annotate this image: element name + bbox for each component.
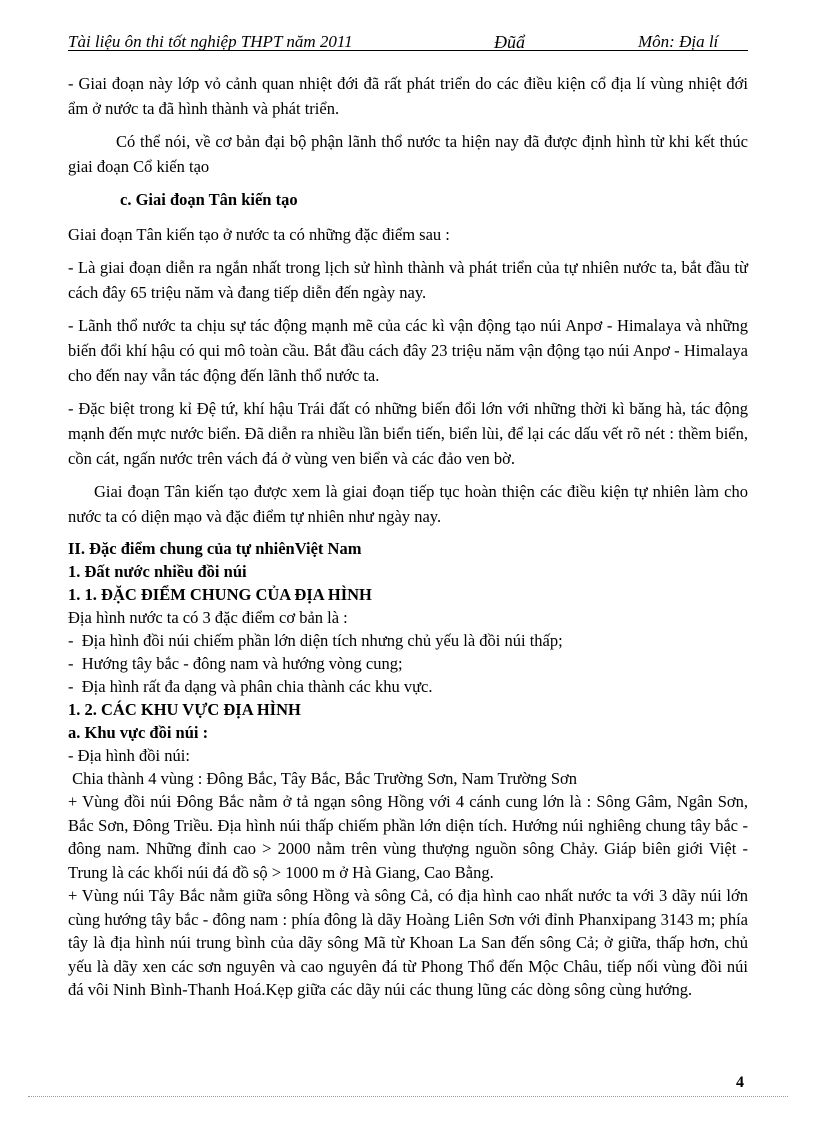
header-decorative-mark: Ðũẩ (494, 32, 525, 52)
section-heading: 1. Đất nước nhiều đồi núi (68, 562, 247, 581)
paragraph: + Vùng đồi núi Đông Bắc nằm ở tả ngạn sông Hồng với 4 cánh cung lớn là : Sông Gâm, Ngân Sơn, Bắc Sơn, Đông Triều. Địa hình núi thấp chiếm phần lớn diện tích. Hướng núi nghiêng chung tây bắc - đông nam. Những đỉnh cao > 2000 nằm trên vùng thượng nguồn sông Chảy. Giáp biên giới Việt - Trung là các khối núi đá đồ sộ > 1000 m ở Hà Giang, Cao Bằng. (68, 792, 748, 882)
header-rule (68, 50, 748, 51)
list-item: - Hướng tây bắc - đông nam và hướng vòng cung; (68, 654, 403, 673)
section-heading: II. Đặc điểm chung của tự nhiênViệt Nam (68, 539, 362, 558)
text-line: Chia thành 4 vùng : Đông Bắc, Tây Bắc, Bắc Trường Sơn, Nam Trường Sơn (68, 769, 577, 788)
paragraph: Có thể nói, về cơ bản đại bộ phận lãnh thổ nước ta hiện nay đã được định hình từ khi kết thúc giai đoạn Cổ kiến tạo (68, 132, 748, 176)
footer-rule (28, 1096, 788, 1097)
page-body (68, 71, 748, 1002)
paragraph: - Giai đoạn này lớp vỏ cảnh quan nhiệt đới đã rất phát triển do các điều kiện cổ địa lí vùng nhiệt đới ẩm ở nước ta đã hình thành và phát triển. (68, 74, 748, 118)
section-heading: 1. 1. ĐẶC ĐIỂM CHUNG CỦA ĐỊA HÌNH (68, 585, 372, 604)
list-item: - Địa hình đồi núi chiếm phần lớn diện tích nhưng chủ yếu là đồi núi thấp; (68, 631, 563, 650)
paragraph: Giai đoạn Tân kiến tạo được xem là giai đoạn tiếp tục hoàn thiện các điều kiện tự nhiên làm cho nước ta có diện mạo và đặc điểm tự nhiên như ngày nay. (68, 482, 748, 526)
page-header (68, 30, 748, 52)
subsection-heading: c. Giai đoạn Tân kiến tạo (120, 190, 298, 209)
paragraph: - Đặc biệt trong kỉ Đệ tứ, khí hậu Trái đất có những biến đổi lớn với những thời kì băng hà, tác động mạnh đến mực nước biển. Đã diễn ra nhiều lần biển tiến, biển lùi, để lại các dấu vết rõ nét : thềm biển, cồn cát, ngấn nước trên vách đá ở vùng ven biển và các đảo ven bờ. (68, 399, 748, 468)
section-heading: a. Khu vực đồi núi : (68, 723, 209, 742)
paragraph: Giai đoạn Tân kiến tạo ở nước ta có những đặc điểm sau : (68, 225, 450, 244)
header-document-title: Tài liệu ôn thi tốt nghiệp THPT năm 2011 (68, 32, 353, 51)
paragraph: + Vùng núi Tây Bắc nằm giữa sông Hồng và sông Cả, có địa hình cao nhất nước ta với 3 dãy núi lớn cùng hướng tây bắc - đông nam : phía đông là dãy Hoàng Liên Sơn với đỉnh Phanxipang 3143 m; phía tây là địa hình núi trung bình của dãy sông Mã từ Khoan La San đến sông Cả; ở giữa, thấp hơn, chủ yếu là dãy xen các sơn nguyên và cao nguyên đá từ Phong Thổ đến Mộc Châu, tiếp nối vùng đồi núi đá vôi Ninh Bình-Thanh Hoá.Kẹp giữa các dãy núi các thung lũng các dòng sông cùng hướng. (68, 886, 748, 999)
page-number: 4 (736, 1074, 744, 1091)
text-line: - Địa hình đồi núi: (68, 746, 190, 765)
paragraph: - Lãnh thổ nước ta chịu sự tác động mạnh mẽ của các kì vận động tạo núi Anpơ - Himalaya và những biến đổi khí hậu có qui mô toàn cầu. Bắt đầu cách đây 23 triệu năm vận động tạo núi Anpơ - Himalaya cho đến nay vẫn tác động đến lãnh thổ nước ta. (68, 316, 748, 385)
text-line: Địa hình nước ta có 3 đặc điểm cơ bản là : (68, 608, 348, 627)
paragraph: - Là giai đoạn diễn ra ngắn nhất trong lịch sử hình thành và phát triển của tự nhiên nước ta, bắt đầu từ cách đây 65 triệu năm và đang tiếp diễn đến ngày nay. (68, 258, 748, 302)
section-heading: 1. 2. CÁC KHU VỰC ĐỊA HÌNH (68, 700, 301, 719)
header-subject: Môn: Địa lí (638, 32, 719, 51)
list-item: - Địa hình rất đa dạng và phân chia thành các khu vực. (68, 677, 433, 696)
